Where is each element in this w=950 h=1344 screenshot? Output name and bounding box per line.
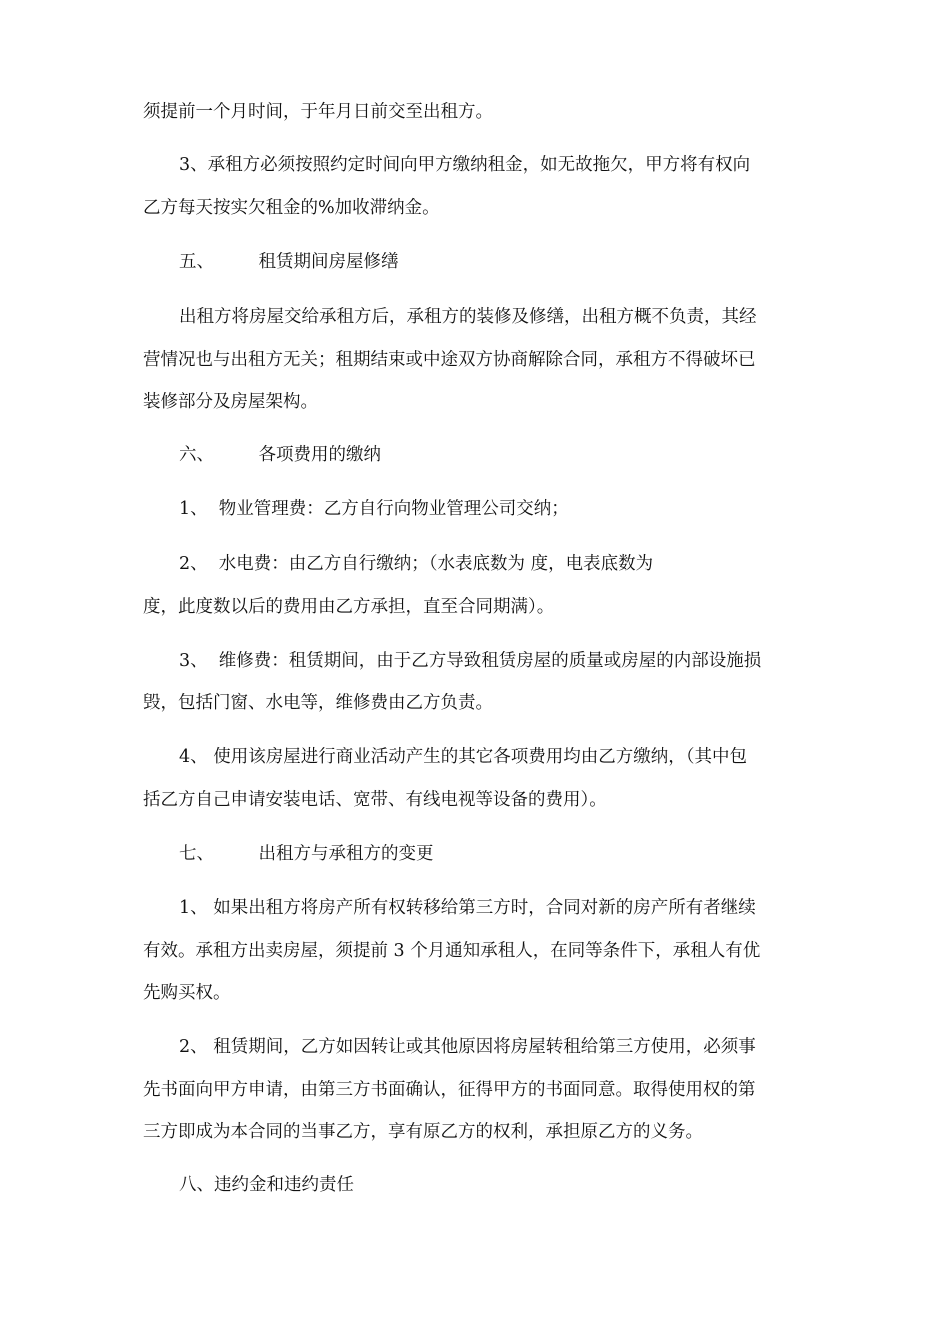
section-heading: 五、 租赁期间房屋修缮 xyxy=(179,252,399,272)
section-heading: 六、 各项费用的缴纳 xyxy=(179,445,382,465)
paragraph-line: 3、承租方必须按照约定时间向甲方缴纳租金，如无故拖欠，甲方将有权向 xyxy=(179,155,751,175)
section-heading: 七、 出租方与承租方的变更 xyxy=(179,844,434,864)
paragraph-line: 有效。承租方出卖房屋，须提前 3 个月通知承租人，在同等条件下，承租人有优 xyxy=(143,941,761,961)
paragraph-line: 2、 租赁期间，乙方如因转让或其他原因将房屋转租给第三方使用，必须事 xyxy=(179,1037,756,1057)
paragraph-line: 营情况也与出租方无关；租期结束或中途双方协商解除合同，承租方不得破坏已 xyxy=(143,350,756,370)
paragraph-line: 1、 物业管理费：乙方自行向物业管理公司交纳； xyxy=(179,499,569,519)
paragraph-line: 乙方每天按实欠租金的%加收滞纳金。 xyxy=(143,198,440,218)
paragraph-line: 装修部分及房屋架构。 xyxy=(143,392,318,412)
paragraph-line: 2、 水电费：由乙方自行缴纳；（水表底数为 度，电表底数为 xyxy=(179,554,654,574)
paragraph-line: 1、 如果出租方将房产所有权转移给第三方时，合同对新的房产所有者继续 xyxy=(179,898,756,918)
paragraph-line: 3、 维修费：租赁期间，由于乙方导致租赁房屋的质量或房屋的内部设施损 xyxy=(179,651,762,671)
section-heading: 八、违约金和违约责任 xyxy=(179,1175,354,1195)
paragraph-line: 毁，包括门窗、水电等，维修费由乙方负责。 xyxy=(143,693,493,713)
paragraph-line: 先购买权。 xyxy=(143,983,231,1003)
paragraph-line: 4、 使用该房屋进行商业活动产生的其它各项费用均由乙方缴纳，（其中包 xyxy=(179,747,747,767)
paragraph-line: 三方即成为本合同的当事乙方，享有原乙方的权利，承担原乙方的义务。 xyxy=(143,1122,703,1142)
paragraph-line: 度，此度数以后的费用由乙方承担，直至合同期满）。 xyxy=(143,597,555,617)
paragraph-line: 括乙方自己申请安装电话、宽带、有线电视等设备的费用）。 xyxy=(143,790,607,810)
paragraph-line: 先书面向甲方申请，由第三方书面确认，征得甲方的书面同意。取得使用权的第 xyxy=(143,1080,756,1100)
paragraph-line: 出租方将房屋交给承租方后，承租方的装修及修缮，出租方概不负责，其经 xyxy=(179,307,757,327)
paragraph-line: 须提前一个月时间，于年月日前交至出租方。 xyxy=(143,102,493,122)
